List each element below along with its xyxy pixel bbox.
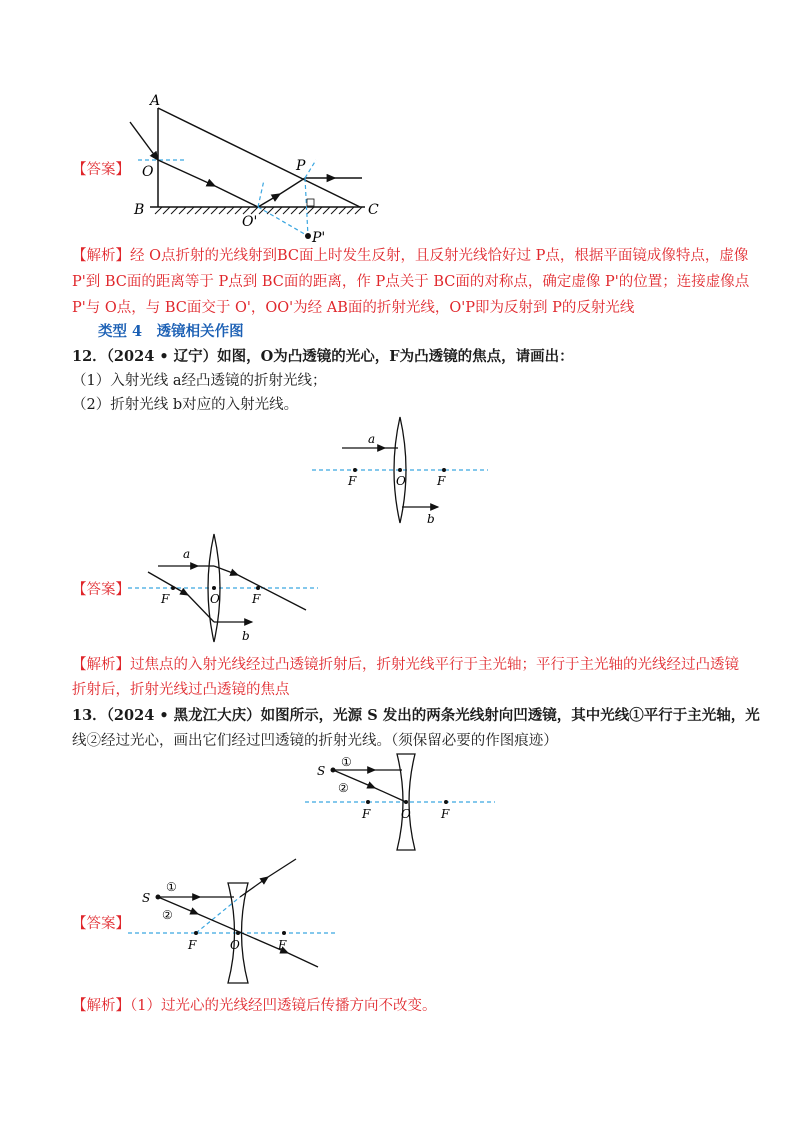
convex-lens-figure xyxy=(310,415,490,530)
analysis-12-line-1: 【解析】过焦点的入射光线经过凸透镜折射后，折射光线平行于主光轴；平行于主光轴的光线经过凸透镜 xyxy=(72,657,739,673)
ray-a-label: a xyxy=(368,432,376,446)
analysis-13-line: 【解析】（1）过光心的光线经凹透镜后传播方向不改变。 xyxy=(72,998,437,1014)
q12-line-3: （2）折射光线 b对应的入射光线。 xyxy=(72,397,299,413)
q13-line-1: 13．（2024 • 黑龙江大庆）如图所示，光源 S 发出的两条光线射向凹透镜，其中光线①平行于主光轴，光 xyxy=(72,707,760,724)
label-C: C xyxy=(368,202,379,218)
answer-tag-13: 【答案】 xyxy=(72,916,130,932)
ray-2-label: ② xyxy=(338,781,349,795)
convex-lens-answer-figure xyxy=(128,530,318,648)
source-S-label: S xyxy=(317,764,326,778)
answer-ray-2: ② xyxy=(162,908,173,922)
analysis-1-line-1: 【解析】经 O点折射的光线射到BC面上时发生反射，且反射光线恰好过 P点，根据平面镜成像特点，虚像 xyxy=(72,248,749,264)
q12-line-1: 12．（2024 • 辽宁）如图，O为凸透镜的光心，F为凸透镜的焦点，请画出： xyxy=(72,348,574,365)
analysis-1-line-3: P'与 O点，与 BC面交于 O'，OO'为经 AB面的折射光线，O'P即为反射到 P的反射光线 xyxy=(72,300,635,316)
answer-tag-12: 【答案】 xyxy=(72,582,130,598)
answer-focus-right: F xyxy=(252,592,261,606)
concave-lens-answer-figure xyxy=(128,855,338,985)
concave-focus-right: F xyxy=(441,807,450,821)
analysis-1-line-2: P'到 BC面的距离等于 P点到 BC面的距离，作 P点关于 BC面的对称点，确定虚像 P'的位置；连接虚像点 xyxy=(72,274,750,290)
section-heading: 类型 4 透镜相关作图 xyxy=(98,323,244,340)
analysis-12-line-2: 折射后，折射光线过凸透镜的焦点 xyxy=(72,682,290,698)
concave-optical-center: O xyxy=(401,807,411,821)
label-P: P xyxy=(296,158,306,174)
answer-concave-focus-left: F xyxy=(188,938,197,952)
focus-left-label: F xyxy=(348,474,357,488)
focus-right-label: F xyxy=(437,474,446,488)
ray-1-label: ① xyxy=(341,755,352,769)
label-P-prime: P' xyxy=(312,230,326,246)
concave-focus-left: F xyxy=(362,807,371,821)
answer-optical-center: O xyxy=(210,592,220,606)
answer-focus-left: F xyxy=(161,592,170,606)
ray-b-label: b xyxy=(427,512,435,526)
answer-ray-b-label: b xyxy=(242,629,250,643)
label-O-prime: O' xyxy=(242,214,258,230)
mirror-reflection-figure xyxy=(120,90,400,250)
label-O: O xyxy=(142,164,154,180)
answer-source-S: S xyxy=(142,891,151,905)
label-A: A xyxy=(150,93,161,109)
answer-concave-focus-right: F xyxy=(278,938,287,952)
answer-ray-a-label: a xyxy=(183,547,191,561)
q12-line-2: （1）入射光线 a经凸透镜的折射光线； xyxy=(72,373,327,389)
answer-tag-1: 【答案】 xyxy=(72,162,130,178)
optical-center-label: O xyxy=(396,474,406,488)
answer-concave-center: O xyxy=(230,938,240,952)
answer-ray-1: ① xyxy=(166,880,177,894)
label-B: B xyxy=(134,202,145,218)
q13-line-2: 线②经过光心，画出它们经过凹透镜的折射光线。（须保留必要的作图痕迹） xyxy=(72,733,558,749)
concave-lens-figure xyxy=(305,752,495,852)
